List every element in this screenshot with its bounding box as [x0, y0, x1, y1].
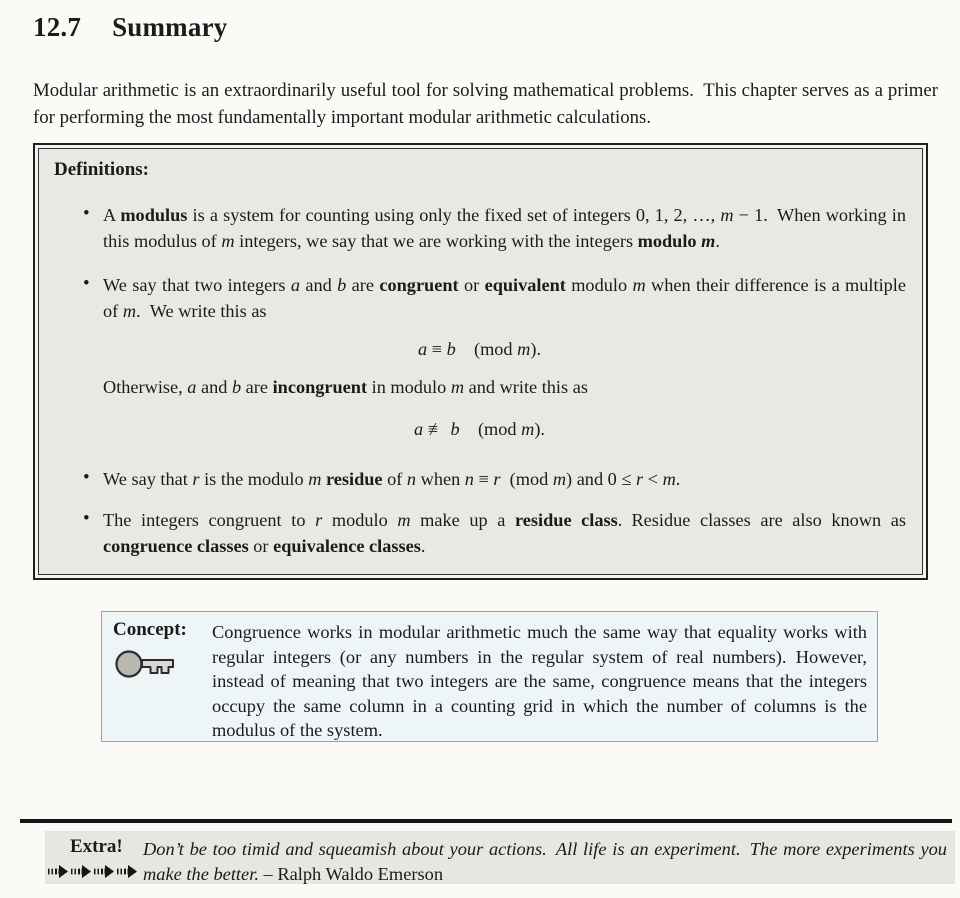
- section-number: 12.7: [33, 12, 82, 42]
- incongruent-paragraph: Otherwise, a and b are incongruent in modulo m and write this as: [103, 377, 588, 397]
- extra-label: Extra!: [70, 836, 123, 857]
- bullet-marker: •: [83, 273, 90, 294]
- quote-text: Don’t be too timid and squeamish about your actions. All life is an experiment. The more experiments you make the better.: [143, 839, 947, 884]
- extra-divider-rule: [20, 819, 952, 823]
- concept-box: [101, 611, 878, 742]
- definition-congruent-text: We say that two integers a and b are congruent or equivalent modulo m when their difference is a multiple of m. We write this as: [103, 275, 906, 321]
- congruent-equation: a ≡ b (mod m).: [417, 339, 542, 359]
- definition-congruent: [51, 272, 908, 324]
- concept-label: Concept:: [113, 619, 187, 640]
- definitions-box-inner: [38, 148, 923, 575]
- definition-residue: [51, 466, 908, 492]
- bullet-marker: •: [83, 467, 90, 488]
- quote-attribution: – Ralph Waldo Emerson: [263, 863, 444, 884]
- arrow-glyph: [117, 865, 137, 878]
- bullet-marker: •: [83, 203, 90, 224]
- definition-residue-text: We say that r is the modulo m residue of n when n ≡ r (mod m) and 0 ≤ r < m.: [103, 469, 681, 489]
- concept-body: Congruence works in modular arithmetic much the same way that equality works with regular integers (or any numbers in the regular system of real numbers). However, instead of meaning that two integers are the same, congruence means that the integers occupy the same column in a counting grid in which the number of columns is the modulus of the system.: [212, 622, 867, 741]
- extra-section: [45, 831, 955, 884]
- definition-modulus-text: A modulus is a system for counting using only the fixed set of integers 0, 1, 2, …, m − 1. When working in this modulus of m integers, we say that we are working with the integers modulo m.: [103, 205, 906, 251]
- definitions-box: [33, 143, 928, 580]
- extra-quote-paragraph: [143, 836, 947, 884]
- definition-modulus: [51, 202, 908, 254]
- concept-label-column: [113, 619, 212, 735]
- key-icon: [114, 648, 212, 689]
- arrow-glyph: [71, 865, 91, 878]
- arrow-glyph: [48, 865, 68, 878]
- intro-paragraph: Modular arithmetic is an extraordinarily useful tool for solving mathematical problems. This chapter serves as a primer for performing the most fundamentally important modular arithmetic calculations.: [33, 80, 938, 128]
- arrow-glyph: [94, 865, 114, 878]
- section-heading: [33, 12, 227, 43]
- bullet-marker: •: [83, 508, 90, 529]
- definition-residue-class-text: The integers congruent to r modulo m make up a residue class. Residue classes are also known as congruence classes or equivalence classes.: [103, 510, 906, 556]
- definition-residue-class: [51, 507, 908, 559]
- definitions-heading: Definitions:: [54, 159, 149, 180]
- section-title: Summary: [112, 12, 228, 42]
- incongruent-equation: a ≢ b (mod m).: [413, 419, 546, 439]
- extra-label-column: [45, 836, 143, 884]
- triple-arrow-icon: [48, 865, 143, 878]
